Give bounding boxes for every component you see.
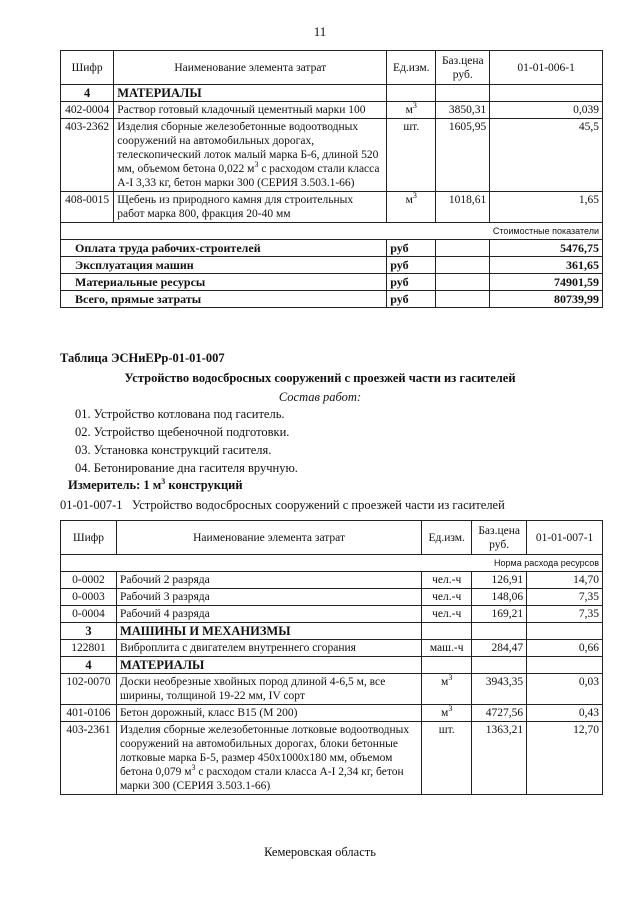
row-name: Рабочий 4 разряда xyxy=(116,606,421,623)
row-value: 0,43 xyxy=(527,705,603,722)
total-row xyxy=(61,240,603,257)
col-header-norm: 01-01-006-1 xyxy=(490,51,603,85)
footer-region: Кемеровская область xyxy=(264,845,376,859)
row-name: Раствор готовый кладочный цементный марки 100 xyxy=(114,102,387,119)
work-heading: Устройство водосбросных сооружений с проезжей части из гасителей xyxy=(124,371,516,385)
row-unit: шт. xyxy=(422,722,472,795)
table-row xyxy=(61,119,603,192)
row-code: 0-0004 xyxy=(61,606,117,623)
section-row xyxy=(61,85,603,102)
row-value: 7,35 xyxy=(527,606,603,623)
row-unit: шт. xyxy=(387,119,436,192)
total-value: 74901,59 xyxy=(490,274,603,291)
section-row xyxy=(61,623,603,640)
table-header-row xyxy=(61,521,603,555)
row-price: 1605,95 xyxy=(436,119,490,192)
section-number: 3 xyxy=(61,623,117,640)
table-row xyxy=(61,192,603,223)
row-code: 0-0003 xyxy=(61,589,117,606)
total-unit: руб xyxy=(387,291,436,308)
section-number: 4 xyxy=(61,85,114,102)
row-code: 402-0004 xyxy=(61,102,114,119)
item-code: 01-01-007-1 xyxy=(60,498,123,512)
row-price: 1363,21 xyxy=(472,722,527,795)
table-row xyxy=(61,674,603,705)
row-unit: $м^3$ xyxy=(387,192,436,223)
row-code: 403-2361 xyxy=(61,722,117,795)
row-unit: маш.-ч xyxy=(422,640,472,657)
table-title: Таблица ЭСНиЕРр-01-01-007 xyxy=(60,351,225,365)
item-name: Устройство водосбросных сооружений с проезжей части из гасителей xyxy=(131,498,505,512)
total-empty xyxy=(436,257,490,274)
row-unit: $м^3$ xyxy=(387,102,436,119)
machine-rows xyxy=(61,640,603,657)
machines-body xyxy=(61,623,603,640)
total-row xyxy=(61,274,603,291)
meter-sup: 3 xyxy=(161,476,166,486)
labor-body xyxy=(61,572,603,623)
row-name: Изделия сборные железобетонные водоотводных сооружений на автомобильных дорогах, телескопический лоток малый марка Б-6, длиной 520 мм, объемом бетона 0,022 $м^3$ с расходом стали класса А-I 3,33 кг, бетон марки 300 (СЕРИЯ 3.503.1-66) xyxy=(114,119,387,192)
table-header-row xyxy=(61,51,603,85)
section-title: МАТЕРИАЛЫ xyxy=(116,657,421,674)
row-unit: чел.-ч xyxy=(422,606,472,623)
material-rows xyxy=(61,674,603,795)
subheader-row xyxy=(61,223,603,240)
row-unit: чел.-ч xyxy=(422,572,472,589)
section-row xyxy=(61,657,603,674)
section-number: 4 xyxy=(61,657,117,674)
table-row xyxy=(61,589,603,606)
col-header-unit: Ед.изм. xyxy=(387,51,436,85)
col-header-price: Баз.цена руб. xyxy=(436,51,490,85)
total-row xyxy=(61,257,603,274)
row-price: 126,91 xyxy=(472,572,527,589)
total-unit: руб xyxy=(387,257,436,274)
total-label: Материальные ресурсы xyxy=(61,274,387,291)
total-label: Оплата труда рабочих-строителей xyxy=(61,240,387,257)
row-code: 403-2362 xyxy=(61,119,114,192)
row-code: 0-0002 xyxy=(61,572,117,589)
section-title: МАТЕРИАЛЫ xyxy=(114,85,387,102)
row-code: 401-0106 xyxy=(61,705,117,722)
row-value: 45,5 xyxy=(490,119,603,192)
total-value: 80739,99 xyxy=(490,291,603,308)
row-value: 14,70 xyxy=(527,572,603,589)
row-name: Бетон дорожный, класс В15 (М 200) xyxy=(116,705,421,722)
row-price: 3850,31 xyxy=(436,102,490,119)
row-value: 0,03 xyxy=(527,674,603,705)
table-row xyxy=(61,102,603,119)
total-label: Эксплуатация машин xyxy=(61,257,387,274)
row-price: 169,21 xyxy=(472,606,527,623)
row-code: 122801 xyxy=(61,640,117,657)
item-line xyxy=(60,498,505,513)
resource-table-1 xyxy=(60,50,603,308)
table-body xyxy=(61,85,603,223)
row-name: Рабочий 2 разряда xyxy=(116,572,421,589)
row-value: 1,65 xyxy=(490,192,603,223)
row-unit: $м^3$ xyxy=(422,705,472,722)
col-header-code: Шифр xyxy=(61,51,114,85)
meter-suffix: конструкций xyxy=(165,478,243,492)
total-empty xyxy=(436,274,490,291)
row-price: 3943,35 xyxy=(472,674,527,705)
subheader-row xyxy=(61,555,603,572)
section-title: МАШИНЫ И МЕХАНИЗМЫ xyxy=(116,623,421,640)
col-header-name: Наименование элемента затрат xyxy=(114,51,387,85)
materials-body xyxy=(61,657,603,674)
subheader-label: Норма расхода ресурсов xyxy=(61,555,603,572)
row-code: 408-0015 xyxy=(61,192,114,223)
total-unit: руб xyxy=(387,240,436,257)
resource-table-2 xyxy=(60,520,603,795)
work-step: 04. Бетонирование дна гасителя вручную. xyxy=(75,461,298,475)
table-row xyxy=(61,606,603,623)
row-name: Рабочий 3 разряда xyxy=(116,589,421,606)
meter-label xyxy=(68,478,243,493)
row-value: 0,66 xyxy=(527,640,603,657)
page-number: 11 xyxy=(313,24,327,39)
col-header-price: Баз.цена руб. xyxy=(472,521,527,555)
work-step: 01. Устройство котлована под гаситель. xyxy=(75,407,285,421)
table-row xyxy=(61,705,603,722)
total-empty xyxy=(436,240,490,257)
total-row xyxy=(61,291,603,308)
composition-label: Состав работ: xyxy=(278,390,362,404)
work-step: 03. Установка конструкций гасителя. xyxy=(75,443,272,457)
total-label: Всего, прямые затраты xyxy=(61,291,387,308)
row-price: 1018,61 xyxy=(436,192,490,223)
row-value: 7,35 xyxy=(527,589,603,606)
row-name: Доски необрезные хвойных пород длиной 4-6,5 м, все ширины, толщиной 19-22 мм, IV сорт xyxy=(116,674,421,705)
row-value: 0,039 xyxy=(490,102,603,119)
total-unit: руб xyxy=(387,274,436,291)
row-unit: $м^3$ xyxy=(422,674,472,705)
total-value: 5476,75 xyxy=(490,240,603,257)
subheader-label: Стоимостные показатели xyxy=(490,223,603,240)
table-row xyxy=(61,572,603,589)
row-name: Виброплита с двигателем внутреннего сгорания xyxy=(116,640,421,657)
row-price: 4727,56 xyxy=(472,705,527,722)
row-name: Изделия сборные железобетонные лотковые водоотводных сооружений на автомобильных дорогах, блоки бетонные лотковые марка Б-5, размер 450x1000x180 мм, объемом бетона 0,079 $м^3$ с расходом стали класса А-I 2,34 кг, бетон марки 300 (СЕРИЯ 3.503.1-66) xyxy=(116,722,421,795)
row-value: 12,70 xyxy=(527,722,603,795)
work-step: 02. Устройство щебеночной подготовки. xyxy=(75,425,290,439)
table-row xyxy=(61,640,603,657)
col-header-code: Шифр xyxy=(61,521,117,555)
row-price: 284,47 xyxy=(472,640,527,657)
col-header-unit: Ед.изм. xyxy=(422,521,472,555)
row-name: Щебень из природного камня для строительных работ марка 800, фракция 20-40 мм xyxy=(114,192,387,223)
total-empty xyxy=(436,291,490,308)
col-header-norm: 01-01-007-1 xyxy=(527,521,603,555)
total-value: 361,65 xyxy=(490,257,603,274)
row-code: 102-0070 xyxy=(61,674,117,705)
row-price: 148,06 xyxy=(472,589,527,606)
totals-body xyxy=(61,223,603,308)
col-header-name: Наименование элемента затрат xyxy=(116,521,421,555)
meter-prefix: Измеритель: 1 м xyxy=(68,478,162,492)
row-unit: чел.-ч xyxy=(422,589,472,606)
work-steps-list xyxy=(75,407,298,479)
table-row xyxy=(61,722,603,795)
